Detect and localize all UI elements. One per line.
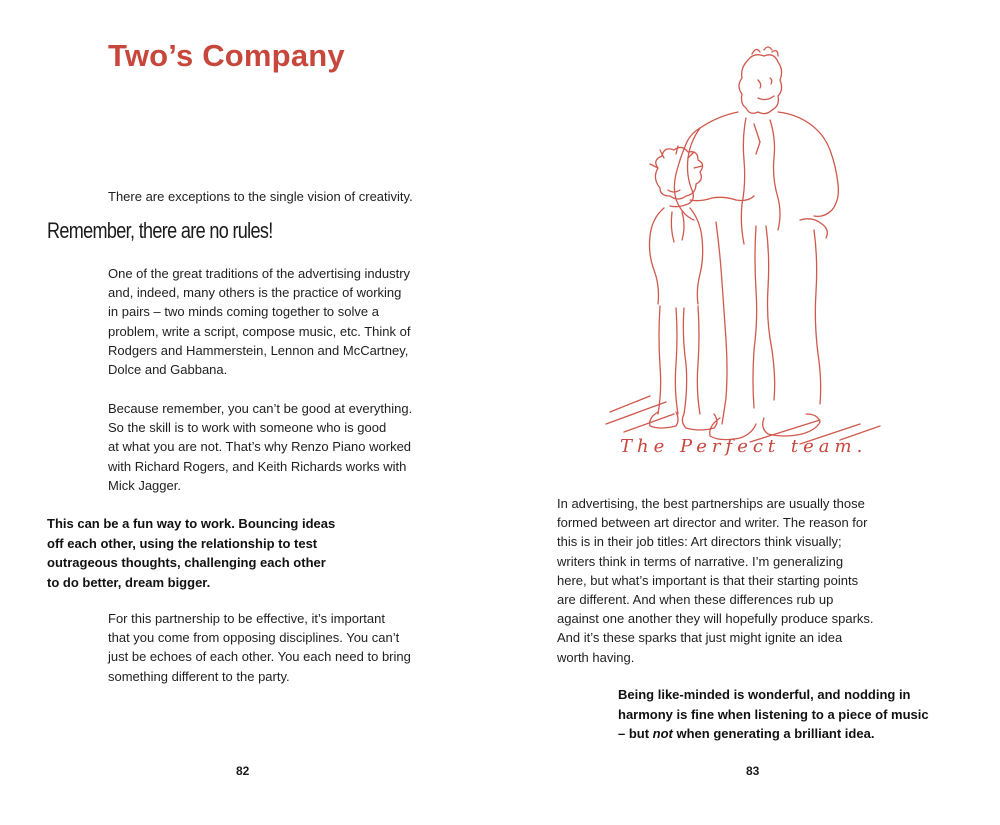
pull-quote-line-3 <box>618 724 978 744</box>
paragraph-pairs-tradition: One of the great traditions of the advertising industry and, indeed, many others is the practice of working in pairs – two minds coming together to solve a problem, write a script, compose music, etc. Think of Rodgers and Hammerstein, Lennon and McCartney, Dolce and Gabbana. <box>108 266 411 378</box>
pull-quote-line-3-suffix: when generating a brilliant idea. <box>672 726 875 741</box>
page-number-left: 82 <box>236 764 250 778</box>
subheading: Remember, there are no rules! <box>47 218 273 243</box>
paragraph-cant-be-good: Because remember, you can’t be good at everything. So the skill is to work with someone who is good at what you are not. That’s why Renzo Piano worked with Richard Rogers, and Keith Richards works with Mick Jagger. <box>108 401 413 493</box>
pull-quote-like-minded <box>618 685 978 744</box>
pull-quote-line-2: harmony is fine when listening to a piece of music <box>618 706 929 722</box>
intro-text: There are exceptions to the single vision of creativity. <box>108 189 413 204</box>
paragraph-advertising-partnerships: In advertising, the best partnerships are usually those formed between art director and writer. The reason for this is in their job titles: Art directors think visually; writers think in terms of narrative. I’m generalizing here, but what’s important is that their starting points are different. And when these differences rub up against one another they will hopefully produce sparks. And it’s these sparks that just might ignite an idea worth having. <box>557 496 874 665</box>
pull-quote-emphasis: not <box>652 726 673 741</box>
right-page <box>500 0 1000 825</box>
page-number-right: 83 <box>746 764 760 778</box>
paragraph-opposing-disciplines: For this partnership to be effective, it’s important that you come from opposing disciplines. You can’t just be echoes of each other. You each need to bring something different to the party. <box>108 611 411 684</box>
pull-quote-fun-way: This can be a fun way to work. Bouncing ideas off each other, using the relationship to test outrageous thoughts, challenging each other to do better, dream bigger. <box>47 516 336 590</box>
page-title: Two’s Company <box>108 38 345 73</box>
illustration-caption: The Perfect team. <box>620 436 868 457</box>
pull-quote-line-3-prefix: – but <box>618 726 653 741</box>
perfect-team-illustration <box>600 40 920 470</box>
pull-quote-line-1: Being like-minded is wonderful, and nodding in <box>618 687 911 702</box>
